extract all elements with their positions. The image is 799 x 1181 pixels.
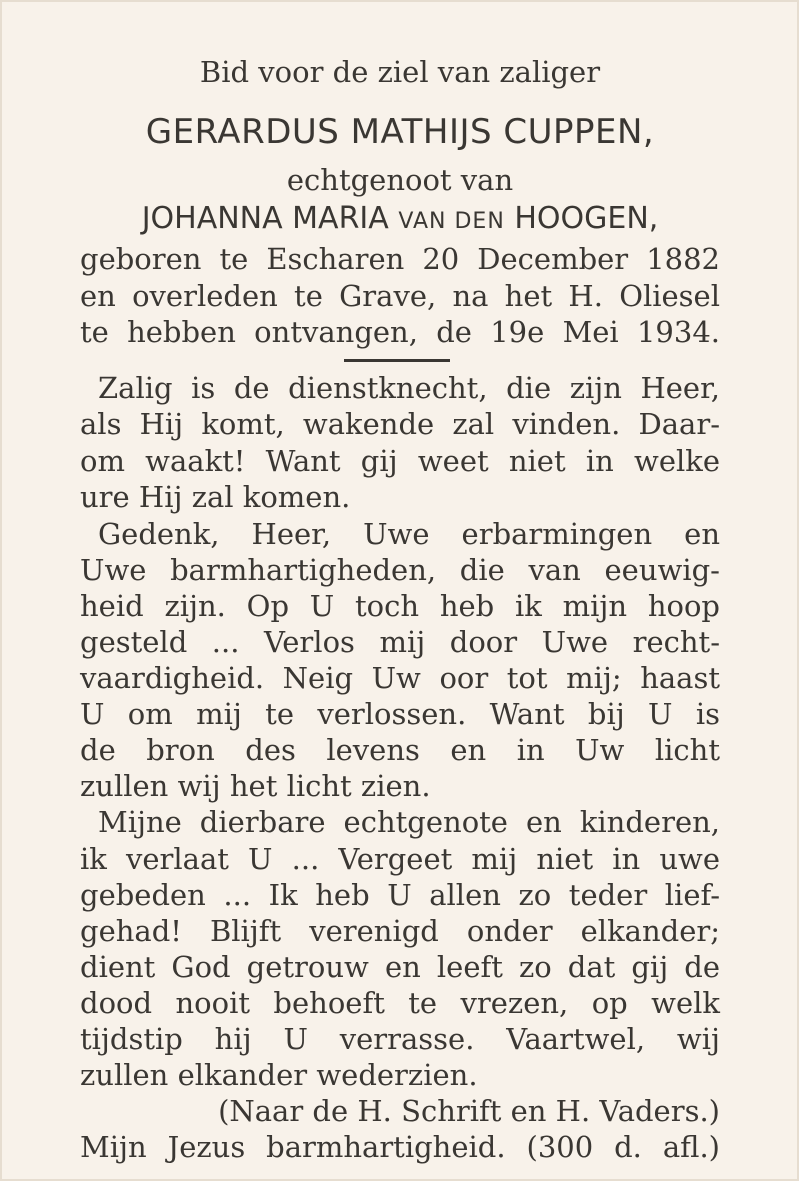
- body-line: de bron des levens en in Uw licht: [80, 733, 720, 767]
- body-line: gesteld ... Verlos mij door Uwe recht-: [80, 625, 720, 659]
- body-line: ure Hij zal komen.: [80, 480, 351, 514]
- body-line: tijdstip hij U verrasse. Vaartwel, wij: [80, 1022, 720, 1056]
- body-line: Uwe barmhartigheden, die van eeuwig-: [80, 553, 720, 587]
- body-line: vaardigheid. Neig Uw oor tot mij; haast: [80, 661, 720, 695]
- body-line: dood nooit behoeft te vrezen, op welk: [80, 986, 720, 1020]
- body-line: als Hij komt, wakende zal vinden. Daar-: [80, 407, 720, 441]
- body-line: gebeden ... Ik heb U allen zo teder lief-: [80, 878, 720, 912]
- body-line: om waakt! Want gij weet niet in welke: [80, 444, 720, 478]
- body-line: heid zijn. Op U toch heb ik mijn hoop: [80, 589, 720, 623]
- body-line: ik verlaat U ... Vergeet mij niet in uwe: [80, 842, 720, 876]
- spouse-name: [80, 202, 720, 239]
- indulgence-prayer: Mijn Jezus barmhartigheid. (300 d. afl.): [80, 1130, 720, 1164]
- spouse-name-prefix: VAN DEN: [398, 209, 505, 234]
- body-line: zullen elkander wederzien.: [80, 1058, 478, 1092]
- body-line: Zalig is de dienstknecht, die zijn Heer,: [98, 371, 720, 405]
- deceased-name: GERARDUS MATHIJS CUPPEN,: [145, 112, 655, 152]
- spouse-surname: HOOGEN,: [514, 201, 659, 236]
- prayer-heading: Bid voor de ziel van zaliger: [199, 55, 601, 89]
- body-line: U om mij te verlossen. Want bij U is: [80, 697, 720, 731]
- sacrament-line: te hebben ontvangen, de 19e Mei 1934.: [80, 315, 720, 349]
- body-line: dient God getrouw en leeft zo dat gij de: [80, 950, 720, 984]
- source-citation: (Naar de H. Schrift en H. Vaders.): [218, 1094, 720, 1128]
- divider-rule: [344, 359, 450, 362]
- body-line: gehad! Blijft verenigd onder elkander;: [80, 914, 720, 948]
- body-line: Mijne dierbare echtgenote en kinderen,: [98, 805, 720, 839]
- death-line: en overleden te Grave, na het H. Oliesel: [80, 279, 720, 313]
- spouse-of-label: echtgenoot van: [286, 163, 514, 197]
- spouse-first-names: JOHANNA MARIA: [141, 201, 389, 236]
- body-line: zullen wij het licht zien.: [80, 769, 431, 803]
- birth-line: geboren te Escharen 20 December 1882: [80, 242, 720, 276]
- body-line: Gedenk, Heer, Uwe erbarmingen en: [98, 517, 720, 551]
